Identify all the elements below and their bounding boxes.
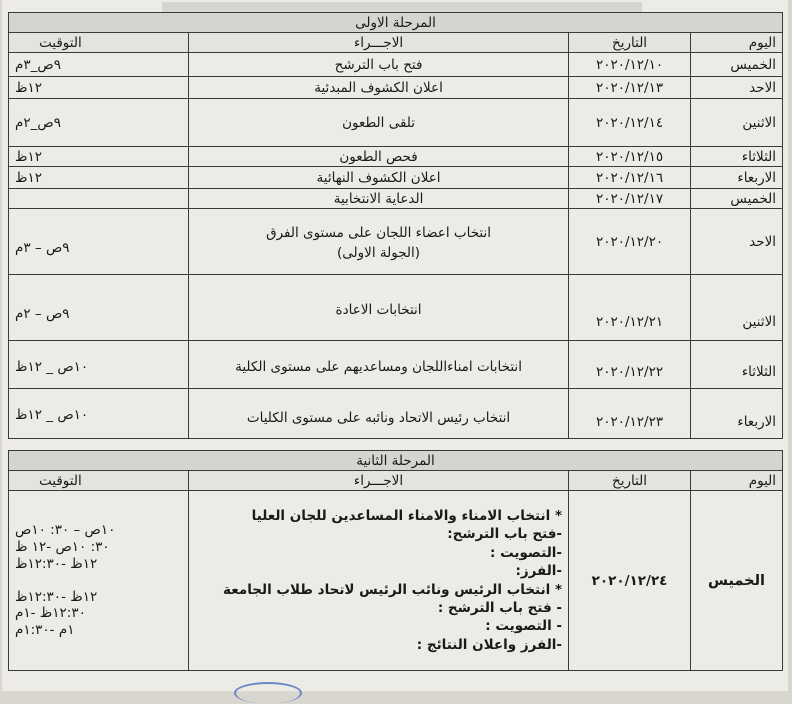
row-action-line: انتخاب اعضاء اللجان على مستوى الفرق	[266, 225, 491, 241]
row-date: ٢٠٢٠/١٢/١٤	[569, 99, 691, 147]
header-day: اليوم	[691, 471, 783, 491]
table-row	[9, 99, 783, 147]
row-date: ٢٠٢٠/١٢/١٣	[569, 77, 691, 99]
list-item: ١٠ص – ٣٠: ١٠ص	[15, 522, 116, 539]
time-list	[9, 491, 189, 671]
phase2-title: المرحلة الثانية	[9, 451, 783, 471]
list-item: * انتخاب الرئيس ونائب الرئيس لاتحاد طلاب الجامعة	[223, 581, 563, 598]
row-day: الثلاثاء	[691, 147, 783, 167]
list-gap	[15, 573, 182, 589]
table-row	[9, 275, 783, 341]
table-row	[9, 53, 783, 77]
row-time: ١٠ص _ ١٢ظ	[9, 389, 189, 439]
row-time: ١٠ص _ ١٢ظ	[9, 341, 189, 389]
row-day: الاثنين	[691, 99, 783, 147]
phase2-table	[8, 450, 783, 671]
row-time: ١٢ظ	[9, 167, 189, 189]
row-time: ٩ص_٢م	[9, 99, 189, 147]
row-action: اعلان الكشوف المبدئية	[189, 77, 569, 99]
row-time: ١٢ظ	[9, 77, 189, 99]
row-day: الاحد	[691, 77, 783, 99]
list-item: * انتخاب الامناء والامناء المساعدين للجان العليا	[251, 507, 563, 524]
row-time: ١٢ظ	[9, 147, 189, 167]
list-item: -الفرز:	[515, 563, 563, 580]
row-day: الاثنين	[691, 275, 783, 341]
row-action-line: (الجولة الاولى)	[337, 245, 421, 261]
row-time: ٩ص – ٢م	[9, 275, 189, 341]
row-date: ٢٠٢٠/١٢/٢٤	[569, 491, 691, 671]
row-time: ٩ص – ٣م	[9, 209, 189, 275]
list-item: ١م -١:٣٠م	[15, 622, 75, 639]
row-date: ٢٠٢٠/١٢/٢٢	[569, 341, 691, 389]
row-time	[9, 189, 189, 209]
row-date: ٢٠٢٠/١٢/٢٠	[569, 209, 691, 275]
stamp-mark	[234, 682, 302, 704]
row-day: الثلاثاء	[691, 341, 783, 389]
row-date: ٢٠٢٠/١٢/١٥	[569, 147, 691, 167]
document-page	[2, 0, 788, 691]
phase1-table	[8, 12, 783, 439]
list-item: -الفرز واعلان النتائج :	[416, 636, 563, 653]
list-item: - فتح باب الترشح :	[437, 599, 563, 616]
table-row	[9, 147, 783, 167]
header-action: الاجـــراء	[189, 33, 569, 53]
table-row	[9, 341, 783, 389]
row-date: ٢٠٢٠/١٢/٢٣	[569, 389, 691, 439]
table-row	[9, 77, 783, 99]
action-list	[189, 491, 569, 671]
row-action: فتح باب الترشح	[189, 53, 569, 77]
table-row	[9, 389, 783, 439]
row-time: ٩ص_٣م	[9, 53, 189, 77]
row-action: انتخابات امناءاللجان ومساعديهم على مستوى الكلية	[189, 341, 569, 389]
header-time: التوقيت	[9, 33, 189, 53]
row-day: الاحد	[691, 209, 783, 275]
header-date: التاريخ	[569, 33, 691, 53]
row-action: الدعاية الانتخابية	[189, 189, 569, 209]
row-date: ٢٠٢٠/١٢/٢١	[569, 275, 691, 341]
row-day: الخميس	[691, 491, 783, 671]
table-row	[9, 167, 783, 189]
table-row	[9, 491, 783, 671]
row-date: ٢٠٢٠/١٢/١٧	[569, 189, 691, 209]
list-item: -التصويت :	[489, 544, 563, 561]
row-action: اعلان الكشوف النهائية	[189, 167, 569, 189]
list-item: ١٢:٣٠ظ -١م	[15, 605, 86, 622]
row-action: تلقى الطعون	[189, 99, 569, 147]
row-action: انتخاب رئيس الاتحاد ونائبه على مستوى الكليات	[189, 389, 569, 439]
phase1-title: المرحلة الاولى	[9, 13, 783, 33]
scan-artifact	[162, 2, 642, 12]
list-item: ٣٠: ١٠ص -١٢ ظ	[15, 538, 110, 555]
row-action: فحص الطعون	[189, 147, 569, 167]
header-action: الاجـــراء	[189, 471, 569, 491]
header-day: اليوم	[691, 33, 783, 53]
table-row	[9, 209, 783, 275]
header-date: التاريخ	[569, 471, 691, 491]
row-date: ٢٠٢٠/١٢/١٦	[569, 167, 691, 189]
row-action	[189, 209, 569, 275]
row-day: الاربعاء	[691, 167, 783, 189]
row-date: ٢٠٢٠/١٢/١٠	[569, 53, 691, 77]
table-row	[9, 189, 783, 209]
list-item: -فتح باب الترشح:	[447, 526, 563, 543]
list-item: ١٢ظ -١٢:٣٠ظ	[15, 588, 98, 605]
row-day: الخميس	[691, 53, 783, 77]
row-day: الاربعاء	[691, 389, 783, 439]
row-day: الخميس	[691, 189, 783, 209]
row-action: انتخابات الاعادة	[189, 275, 569, 341]
list-item: - التصويت :	[485, 618, 563, 635]
header-time: التوقيت	[9, 471, 189, 491]
list-item: ١٢ظ -١٢:٣٠ظ	[15, 555, 98, 572]
